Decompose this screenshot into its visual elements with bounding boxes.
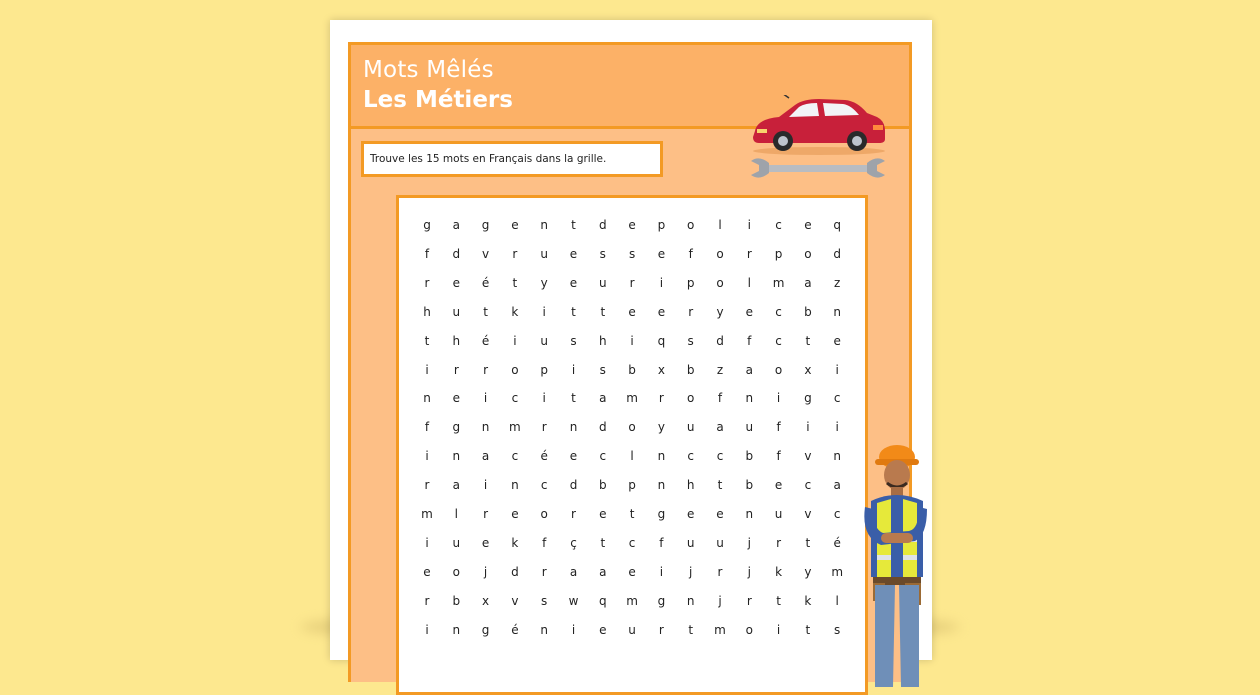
grid-letter: h [452, 333, 461, 348]
grid-letter: f [717, 391, 723, 406]
grid-letter: c [511, 391, 519, 406]
grid-letter: r [658, 391, 664, 406]
grid-letter: p [628, 478, 636, 493]
grid-letter: s [541, 593, 548, 608]
grid-letter: n [511, 478, 519, 493]
grid-letter: m [509, 420, 521, 435]
grid-letter: é [540, 449, 548, 464]
grid-letter: b [686, 362, 695, 377]
grid-letter: r [512, 246, 518, 261]
grid-letter: x [804, 362, 812, 377]
grid-letter: h [598, 333, 607, 348]
grid-letter: r [453, 362, 459, 377]
grid-letter: s [599, 362, 606, 377]
grid-letter: a [716, 420, 724, 435]
grid-row [399, 214, 865, 236]
grid-letter: r [746, 593, 752, 608]
grid-row [399, 330, 865, 352]
grid-letter: c [628, 535, 636, 550]
grid-letter: e [774, 478, 783, 493]
grid-letter: e [628, 218, 636, 232]
grid-letter: p [686, 275, 695, 290]
grid-letter: n [423, 391, 431, 406]
grid-letter: o [452, 564, 460, 579]
grid-letter: l [630, 449, 634, 464]
grid-letter: k [511, 535, 519, 550]
grid-letter: h [423, 304, 431, 319]
grid-letter: i [806, 420, 810, 435]
grid-letter: s [599, 246, 606, 261]
grid-letter: o [687, 218, 695, 232]
grid-letter: b [745, 449, 754, 464]
grid-letter: j [689, 564, 693, 579]
grid-letter: u [598, 275, 607, 290]
grid-letter: u [774, 507, 783, 521]
grid-letter: r [717, 564, 723, 579]
grid-letter: o [687, 391, 695, 406]
grid-letter: z [834, 275, 841, 290]
grid-letter: r [658, 622, 664, 637]
grid-letter: k [511, 304, 519, 319]
grid-letter: a [599, 564, 607, 579]
grid-letter: j [747, 564, 751, 579]
grid-letter: m [831, 564, 844, 579]
grid-letter: q [598, 593, 607, 608]
grid-letter: t [512, 275, 518, 290]
grid-letter: e [452, 275, 460, 290]
grid-letter: n [745, 391, 754, 406]
grid-letter: i [542, 304, 546, 319]
grid-letter: c [833, 507, 841, 521]
grid-letter: b [745, 478, 754, 493]
grid-letter: k [804, 593, 812, 608]
grid-letter: e [481, 535, 490, 550]
grid-letter: é [833, 535, 841, 550]
grid-letter: r [483, 507, 489, 521]
grid-letter: r [571, 507, 576, 521]
grid-letter: n [481, 420, 490, 435]
grid-letter: i [425, 362, 429, 377]
grid-letter: m [626, 593, 638, 608]
grid-letter: r [424, 478, 430, 493]
word-search-grid [396, 195, 868, 695]
grid-letter: u [452, 535, 461, 550]
grid-letter: g [804, 391, 812, 406]
grid-letter: n [833, 449, 841, 464]
grid-letter: d [598, 420, 607, 435]
grid-row [399, 272, 865, 294]
grid-letter: g [481, 622, 490, 637]
grid-letter: v [804, 449, 812, 464]
grid-letter: m [421, 507, 433, 521]
grid-letter: i [835, 362, 839, 377]
grid-letter: d [452, 246, 461, 261]
grid-letter: h [686, 478, 695, 493]
grid-letter: i [776, 622, 781, 637]
grid-letter: p [774, 246, 783, 261]
grid-letter: t [571, 218, 576, 232]
grid-letter: r [746, 246, 752, 261]
grid-letter: o [745, 622, 753, 637]
grid-letter: s [628, 246, 636, 261]
grid-letter: n [686, 593, 695, 608]
grid-letter: m [772, 275, 785, 290]
grid-letter: e [511, 507, 519, 521]
grid-letter: v [511, 593, 519, 608]
grid-letter: l [718, 218, 722, 232]
grid-letter: f [542, 535, 547, 550]
grid-letter: t [805, 622, 811, 637]
grid-row [399, 474, 865, 496]
grid-letter: b [452, 593, 461, 608]
grid-letter: f [776, 420, 781, 435]
grid-letter: n [540, 622, 548, 637]
grid-letter: k [775, 564, 783, 579]
grid-letter: e [657, 246, 666, 261]
grid-letter: t [483, 304, 488, 319]
grid-letter: t [717, 478, 723, 493]
grid-letter: d [569, 478, 578, 493]
grid-letter: y [804, 564, 812, 579]
grid-letter: é [481, 275, 490, 290]
grid-letter: i [483, 391, 488, 406]
grid-letter: b [598, 478, 607, 493]
grid-letter: r [688, 304, 694, 319]
grid-letter: r [776, 535, 782, 550]
grid-letter: s [687, 333, 694, 348]
grid-letter: c [540, 478, 548, 493]
grid-letter: j [747, 535, 751, 550]
grid-row [399, 503, 865, 525]
grid-letter: n [540, 218, 548, 232]
grid-letter: c [511, 449, 519, 464]
grid-letter: t [571, 304, 576, 319]
grid-row [399, 445, 865, 467]
grid-letter: e [804, 218, 812, 232]
grid-letter: e [569, 449, 578, 464]
grid-letter: i [776, 391, 781, 406]
grid-letter: ç [570, 535, 577, 550]
grid-letter: e [657, 304, 666, 319]
grid-letter: u [452, 304, 461, 319]
grid-letter: m [626, 391, 638, 406]
worksheet-frame [348, 42, 912, 682]
grid-letter: s [570, 333, 577, 348]
grid-row [399, 387, 865, 409]
grid-letter: g [657, 507, 666, 521]
grid-letter: é [481, 333, 490, 348]
worksheet-title: Mots Mêlés [363, 57, 494, 83]
grid-letter: p [540, 362, 548, 377]
grid-letter: y [716, 304, 724, 319]
grid-letter: o [511, 362, 519, 377]
grid-letter: i [659, 275, 664, 290]
grid-letter: f [747, 333, 752, 348]
grid-row [399, 301, 865, 323]
grid-letter: e [833, 333, 841, 348]
grid-letter: t [629, 507, 635, 521]
grid-letter: d [716, 333, 724, 348]
grid-letter: v [482, 246, 490, 261]
grid-letter: e [686, 507, 695, 521]
grid-letter: v [804, 507, 812, 521]
grid-row [399, 359, 865, 381]
grid-letter: a [833, 478, 841, 493]
grid-letter: m [714, 622, 726, 637]
grid-letter: c [775, 218, 782, 232]
grid-letter: a [452, 218, 460, 232]
grid-letter: d [833, 246, 841, 261]
grid-letter: g [452, 420, 461, 435]
grid-letter: a [569, 564, 578, 579]
grid-letter: q [657, 333, 666, 348]
grid-letter: t [776, 593, 781, 608]
grid-letter: c [833, 391, 841, 406]
grid-letter: e [599, 622, 607, 637]
grid-letter: a [481, 449, 490, 464]
grid-letter: i [542, 391, 546, 406]
grid-letter: u [716, 535, 724, 550]
grid-letter: t [600, 535, 606, 550]
grid-letter: l [835, 593, 839, 608]
grid-letter: n [833, 304, 841, 319]
grid-letter: t [424, 333, 430, 348]
grid-letter: c [687, 449, 694, 464]
grid-letter: é [511, 622, 519, 637]
grid-letter: o [540, 507, 548, 521]
grid-letter: e [628, 304, 636, 319]
grid-row [399, 243, 865, 265]
grid-letter: c [775, 304, 782, 319]
grid-letter: c [804, 478, 812, 493]
grid-letter: f [688, 246, 693, 261]
wrench-icon [749, 157, 887, 179]
grid-letter: l [454, 507, 458, 521]
construction-worker-illustration [861, 437, 933, 687]
worksheet-subtitle: Les Métiers [363, 87, 513, 113]
grid-letter: i [513, 333, 517, 348]
grid-letter: i [571, 362, 576, 377]
grid-letter: i [571, 622, 576, 637]
grid-letter: i [425, 535, 429, 550]
grid-letter: o [804, 246, 812, 261]
grid-letter: y [657, 420, 665, 435]
grid-letter: e [628, 564, 636, 579]
grid-letter: e [569, 275, 578, 290]
grid-letter: r [541, 420, 547, 435]
grid-letter: r [424, 593, 430, 608]
grid-letter: e [511, 218, 519, 232]
grid-letter: g [481, 218, 490, 232]
grid-letter: a [599, 391, 607, 406]
grid-letter: n [452, 622, 461, 637]
grid-letter: o [774, 362, 783, 377]
grid-letter: b [628, 362, 636, 377]
grid-letter: i [659, 564, 664, 579]
grid-letter: o [628, 420, 636, 435]
grid-letter: x [482, 593, 490, 608]
grid-letter: u [540, 246, 548, 261]
worksheet-header [351, 45, 909, 129]
grid-letter: r [424, 275, 430, 290]
grid-letter: e [599, 507, 607, 521]
grid-letter: e [569, 246, 578, 261]
car-icon [749, 95, 889, 157]
grid-letter: g [423, 218, 431, 232]
grid-letter: z [716, 362, 724, 377]
grid-row [399, 416, 865, 438]
grid-letter: w [568, 593, 579, 608]
grid-letter: l [747, 275, 751, 290]
grid-letter: d [511, 564, 519, 579]
grid-row [399, 561, 865, 583]
grid-letter: t [805, 535, 811, 550]
grid-letter: j [483, 564, 488, 579]
grid-letter: c [716, 449, 724, 464]
grid-letter: f [424, 246, 430, 261]
grid-letter: u [745, 420, 754, 435]
grid-letter: n [569, 420, 578, 435]
grid-letter: f [776, 449, 781, 464]
grid-letter: o [716, 275, 724, 290]
grid-letter: e [716, 507, 724, 521]
grid-letter: n [657, 449, 666, 464]
grid-row [399, 590, 865, 612]
grid-letter: f [424, 420, 430, 435]
grid-letter: b [804, 304, 812, 319]
grid-letter: c [599, 449, 607, 464]
grid-letter: r [541, 564, 547, 579]
grid-letter: y [540, 275, 548, 290]
grid-letter: u [628, 622, 636, 637]
grid-letter: j [718, 593, 722, 608]
grid-letter: r [629, 275, 635, 290]
grid-letter: i [425, 449, 429, 464]
grid-letter: n [745, 507, 754, 521]
grid-letter: e [423, 564, 431, 579]
grid-letter: n [657, 478, 666, 493]
grid-letter: r [483, 362, 489, 377]
grid-letter: i [747, 218, 751, 232]
worksheet-page [330, 20, 932, 660]
grid-row [399, 532, 865, 554]
grid-letter: u [686, 420, 695, 435]
grid-letter: q [833, 218, 841, 232]
grid-letter: g [657, 593, 666, 608]
instruction-box: Trouve les 15 mots en Français dans la grille. [361, 141, 663, 177]
grid-letter: s [834, 622, 841, 637]
grid-letter: i [483, 478, 488, 493]
grid-letter: u [540, 333, 548, 348]
grid-letter: t [600, 304, 606, 319]
grid-letter: i [425, 622, 429, 637]
grid-letter: u [686, 535, 695, 550]
grid-letter: a [452, 478, 460, 493]
grid-letter: t [805, 333, 811, 348]
grid-letter: a [804, 275, 812, 290]
grid-letter: e [452, 391, 460, 406]
grid-letter: i [835, 420, 839, 435]
grid-letter: f [659, 535, 664, 550]
grid-letter: x [657, 362, 665, 377]
grid-letter: t [688, 622, 694, 637]
grid-letter: c [775, 333, 782, 348]
grid-letter: n [452, 449, 461, 464]
grid-letter: t [571, 391, 576, 406]
grid-letter: d [598, 218, 607, 232]
grid-letter: i [630, 333, 634, 348]
grid-letter: p [657, 218, 666, 232]
grid-letter: a [745, 362, 753, 377]
grid-letter: e [745, 304, 753, 319]
grid-letter: o [716, 246, 724, 261]
